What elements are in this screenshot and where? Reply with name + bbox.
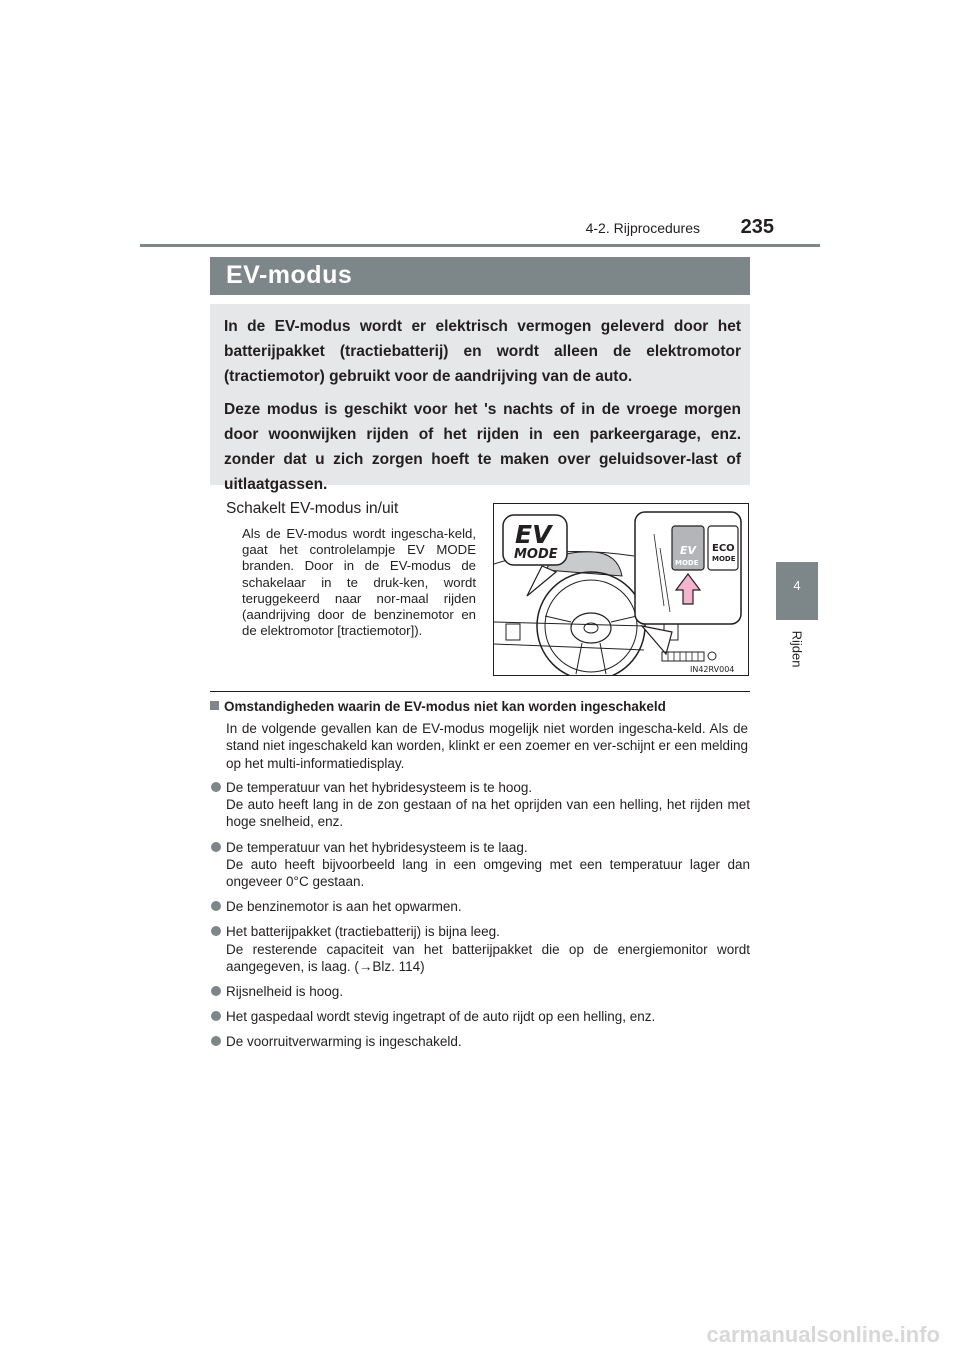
illustration-code: IN42RV004 (690, 665, 735, 674)
chapter-label-text: Rijden (789, 630, 805, 668)
list-item (210, 898, 750, 915)
button-eco-text: ECO (712, 543, 735, 554)
intro-box (210, 304, 750, 493)
list-item-text: De benzinemotor is aan het opwarmen. (226, 899, 462, 915)
list-item-text: De voorruitverwarming is ingeschakeld. (226, 1034, 462, 1050)
bullet-dot-icon (211, 926, 221, 936)
bullet-dot-icon (211, 1036, 221, 1046)
condition-list (210, 779, 750, 1059)
bullet-dot-icon (211, 782, 221, 792)
list-item-text: De temperatuur van het hybridesysteem is te hoog. (226, 780, 533, 795)
square-bullet-icon (210, 701, 219, 710)
list-item (210, 1008, 750, 1025)
header-divider (140, 244, 820, 247)
list-item-detail: De auto heeft bijvoorbeeld lang in een omgeving met een temperatuur lager dan ongeveer 0°C gestaan. (226, 856, 750, 890)
list-item-detail: De resterende capaciteit van het batterijpakket die op de energiemonitor wordt aangegeven, is laag. (→Blz. 114) (226, 941, 750, 974)
list-item-text: De temperatuur van het hybridesysteem is te laag. (226, 839, 528, 855)
subsection-intro: In de volgende gevallen kan de EV-modus mogelijk niet worden ingescha-keld. Als de stand niet ingeschakeld kan worden, klinkt er een zoemer en ver-schijnt er een melding op het multi-informatiedisplay. (226, 721, 748, 771)
bullet-dot-icon (211, 986, 221, 996)
section-label: 4-2. Rijprocedures (585, 220, 700, 236)
section-divider (210, 691, 750, 692)
list-item (210, 1033, 750, 1050)
bullet-dot-icon (211, 842, 221, 852)
dashboard-illustration (493, 503, 749, 676)
list-item-text: Het batterijpakket (tractiebatterij) is bijna leeg. (226, 924, 500, 940)
list-item (210, 839, 750, 891)
indicator-ev-text: EV (515, 520, 552, 549)
dashboard-drawing (494, 504, 748, 675)
subsection-heading (210, 699, 666, 714)
page-title: EV-modus (226, 261, 353, 289)
switch-title: Schakelt EV-modus in/uit (226, 500, 399, 517)
button-ev-mode-text: MODE (675, 559, 699, 567)
page-number: 235 (740, 216, 774, 238)
bullet-dot-icon (211, 901, 221, 911)
switch-description: Als de EV-modus wordt ingescha-keld, gaat het controlelampje EV MODE branden. Door in de EV-modus de schakelaar in te druk-ken, wordt teruggekeerd naar nor-maal rijden (aandrijving door de benzinemotor en de elektromotor [tractiemotor]). (242, 526, 476, 639)
intro-paragraph-2: Deze modus is geschikt voor het 's nachts of in de vroege morgen door woonwijken rijden of het rijden in een parkeergarage, enz. zonder dat u zich zorgen hoeft te maken over geluidsover-last of uitlaatgassen. (224, 401, 741, 493)
list-item (210, 779, 750, 831)
watermark: carmanualsonline.info (706, 1322, 940, 1347)
subsection-heading-text: Omstandigheden waarin de EV-modus niet kan worden ingeschakeld (224, 699, 666, 714)
list-item-detail: De auto heeft lang in de zon gestaan of na het oprijden van een helling, het rijden met hoge snelheid, enz. (226, 797, 750, 830)
list-item-text: Rijsnelheid is hoog. (226, 984, 344, 1000)
list-item (210, 923, 750, 975)
list-item-text: Het gaspedaal wordt stevig ingetrapt of de auto rijdt op een helling, enz. (226, 1009, 656, 1025)
bullet-dot-icon (211, 1011, 221, 1021)
button-eco-mode-text: MODE (712, 555, 736, 563)
title-bar (210, 257, 750, 295)
chapter-label (786, 624, 808, 674)
chapter-tab (776, 562, 818, 620)
page-header (140, 216, 820, 246)
button-ev-text: EV (680, 544, 697, 557)
indicator-mode-text: MODE (514, 547, 558, 562)
intro-paragraph-1: In de EV-modus wordt er elektrisch vermogen geleverd door het batterijpakket (tractiebatterij) en wordt alleen de elektromotor (tractiemotor) gebruikt voor de aandrijving van de auto. (224, 318, 741, 385)
chapter-number: 4 (793, 578, 801, 593)
list-item (210, 983, 750, 1000)
